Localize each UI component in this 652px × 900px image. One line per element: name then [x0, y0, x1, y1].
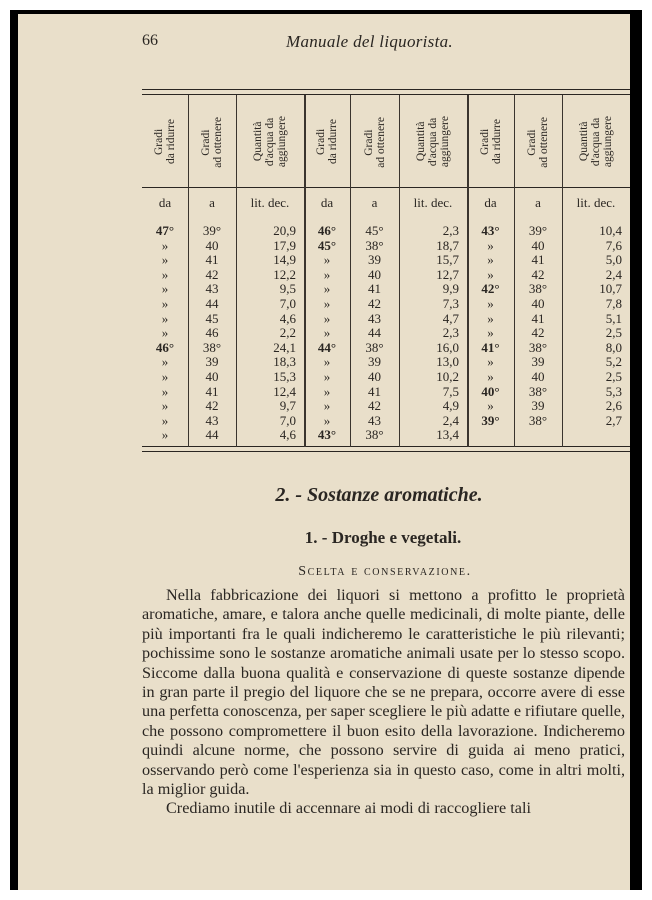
- table-cell: 17,9: [273, 237, 296, 253]
- table-cell: »: [323, 296, 331, 311]
- table-cell: »: [487, 398, 494, 414]
- column-header: [350, 96, 399, 188]
- paragraph: Crediamo inutile di accennare ai modi di raccogliere tali: [166, 799, 531, 818]
- table-cell: »: [161, 296, 169, 311]
- subsection-title: 1. - Droghe e vegetali.: [304, 528, 462, 547]
- table-cell: »: [323, 383, 331, 399]
- table-cell: »: [323, 412, 331, 428]
- table-cell: »: [161, 427, 169, 443]
- table-cell: »: [161, 354, 169, 370]
- table-cell: 12,7: [436, 266, 459, 282]
- table-cell: »: [161, 266, 169, 282]
- table-cell: 4,7: [442, 310, 459, 326]
- table-cell: 20,9: [273, 223, 296, 238]
- table-cell: 41: [368, 281, 381, 297]
- table-cell: 46°: [155, 339, 175, 355]
- table-cell: »: [161, 325, 169, 341]
- table-cell: 9,7: [279, 398, 296, 414]
- table-cell: 10,4: [599, 223, 622, 238]
- table-cell: »: [487, 252, 494, 268]
- book-page: [18, 14, 630, 890]
- unit-label: lit. dec.: [250, 195, 290, 210]
- table-cell: 43°: [317, 427, 337, 443]
- table-cell: 2,3: [442, 325, 459, 341]
- table-cell: 9,9: [442, 281, 459, 297]
- section-title: 2. - Sostanze aromatiche.: [275, 484, 483, 506]
- subheading: Scelta e conservazione.: [298, 564, 472, 579]
- unit-label: da: [484, 195, 497, 210]
- table-cell: 13,0: [436, 354, 459, 370]
- table-cell: 7,3: [442, 296, 459, 311]
- table-cell: 2,5: [605, 369, 622, 384]
- table-cell: 41: [531, 310, 545, 326]
- table-cell: 7,5: [442, 383, 459, 399]
- table-cell: 45°: [317, 237, 337, 253]
- column-header: [399, 96, 467, 188]
- table-cell: 44: [205, 296, 219, 311]
- column-header-label: Quantità d'acqua da aggiungere: [578, 116, 614, 168]
- unit-label: lit. dec.: [576, 195, 616, 210]
- table-cell: 2,2: [279, 325, 296, 341]
- column-header-label: Quantità d'acqua da aggiungere: [252, 116, 288, 168]
- table-bottom-rule-inner: [142, 451, 630, 452]
- table-cell: 39: [531, 354, 545, 370]
- table-cell: 38°: [528, 412, 548, 428]
- table-cell: »: [487, 354, 494, 370]
- table-cell: 2,7: [605, 412, 622, 428]
- table-cell: 2,4: [605, 266, 622, 282]
- table-cell: 42: [205, 398, 219, 414]
- page-number: 66: [142, 32, 158, 49]
- table-cell: 41: [531, 252, 545, 268]
- table-cell: 18,3: [273, 354, 296, 370]
- running-title: Manuale del liquorista.: [286, 32, 453, 51]
- unit-label: lit. dec.: [413, 195, 453, 210]
- column-header: [562, 96, 630, 188]
- dilution-table: [142, 74, 630, 464]
- table-cell: 44: [368, 325, 381, 341]
- column-header: [304, 96, 350, 188]
- table-cell: 39°: [481, 412, 500, 428]
- table-cell: »: [487, 325, 494, 341]
- table-cell: 24,1: [273, 339, 296, 355]
- column-header: [236, 96, 304, 188]
- table-cell: 38°: [528, 281, 548, 297]
- table-cell: 7,0: [279, 296, 296, 311]
- table-cell: 10,7: [599, 281, 622, 297]
- table-cell: 44: [205, 427, 219, 443]
- table-cell: »: [487, 266, 494, 282]
- body-text: [142, 586, 625, 819]
- column-header-label: Quantità d'acqua da aggiungere: [415, 116, 451, 168]
- table-cell: 42: [368, 398, 381, 414]
- table-cell: 39°: [528, 223, 548, 238]
- table-cell: 39°: [202, 223, 222, 238]
- table-cell: »: [161, 281, 169, 297]
- table-cell: 40: [368, 266, 381, 282]
- table-cell: 42°: [481, 281, 500, 297]
- table-cell: »: [323, 310, 331, 326]
- column-header-label: Gradi ad ottenere: [200, 116, 224, 168]
- table-cell: 39: [368, 252, 381, 268]
- table-cell: »: [161, 369, 169, 384]
- table-cell: 38°: [528, 383, 548, 399]
- table-cell: 38°: [365, 237, 384, 253]
- table-cell: 46°: [317, 223, 337, 238]
- unit-label: a: [371, 195, 378, 210]
- paragraph: Nella fabbricazione dei liquori si mettono a profitto le proprietà aromatiche, amare, e talora anche quelle medicinali, di molte piante, delle più importanti fra le quali indicheremo le caratteristiche le più rilevanti; pochissime sono le sostanze aromatiche animali usate per lo stesso scopo. Siccome dalla buona qualità e conservazione di queste sostanze dipende in gran parte il pregio del liquore che se ne prepara, occorre avere di esse una perfetta conoscenza, per saper scegliere le più adatte e rifiutare quelle, che possono compromettere il buon esito della lavorazione. Indicheremo quindi alcune norme, che possono servire di guida ai meno pratici, osservando però come l'esperienza sia in questo caso, come in altri molti, la miglior guida.: [142, 586, 625, 799]
- page-header: [18, 32, 630, 54]
- table-cell: »: [323, 369, 331, 384]
- table-cell: 41: [205, 252, 219, 268]
- table-cell: 16,0: [436, 339, 459, 355]
- table-cell: 4,6: [279, 427, 296, 443]
- table-cell: 13,4: [436, 427, 459, 443]
- table-cell: 43°: [481, 223, 500, 238]
- table-cell: 43: [205, 412, 219, 428]
- table-cell: 5,1: [605, 310, 622, 326]
- table-cell: 42: [368, 296, 381, 311]
- table-cell: »: [161, 383, 169, 399]
- table-cell: 40: [368, 369, 381, 384]
- table-cell: 38°: [202, 339, 222, 355]
- table-cell: 38°: [365, 339, 384, 355]
- table-cell: »: [323, 325, 331, 341]
- table-cell: 14,9: [273, 252, 296, 268]
- table-cell: 15,3: [273, 369, 296, 384]
- unit-label: da: [320, 195, 334, 210]
- table-cell: 39: [205, 354, 219, 370]
- table-cell: »: [323, 281, 331, 297]
- column-header: [514, 96, 562, 188]
- column-header: [142, 96, 188, 188]
- table-cell: 44°: [317, 339, 337, 355]
- table-cell: 38°: [365, 427, 384, 443]
- table-cell: 12,4: [273, 383, 296, 399]
- table-cell: »: [161, 237, 169, 253]
- table-cell: 18,7: [436, 237, 459, 253]
- table-cell: »: [323, 252, 331, 268]
- table-cell: 2,6: [605, 398, 622, 414]
- table-cell: »: [161, 412, 169, 428]
- column-header: [188, 96, 236, 188]
- table-cell: »: [487, 310, 494, 326]
- table-cell: 41: [368, 383, 381, 399]
- table-cell: 7,8: [605, 296, 622, 311]
- table-cell: »: [323, 354, 331, 370]
- table-cell: »: [161, 398, 169, 414]
- table-cell: 46: [205, 325, 219, 341]
- table-cell: 2,5: [605, 325, 622, 341]
- table-cell: 2,4: [442, 412, 459, 428]
- table-cell: 40: [531, 296, 545, 311]
- table-cell: 40: [205, 369, 219, 384]
- table-cell: 42: [531, 325, 545, 341]
- table-cell: 8,0: [605, 339, 622, 355]
- table-cell: 15,7: [436, 252, 459, 268]
- table-cell: 5,3: [605, 383, 622, 399]
- table-cell: 42: [531, 266, 545, 282]
- table-cell: 10,2: [436, 369, 459, 384]
- table-cell: 5,0: [605, 252, 622, 268]
- table-cell: 2,3: [442, 223, 459, 238]
- table-cell: 4,6: [279, 310, 296, 326]
- table-cell: 43: [368, 412, 381, 428]
- table-top-rule: [142, 89, 630, 90]
- column-header-label: Gradi ad ottenere: [362, 116, 387, 168]
- table-cell: 40: [205, 237, 219, 253]
- column-header-label: Gradi da ridurre: [478, 119, 503, 165]
- table-cell: 43: [205, 281, 219, 297]
- table-cell: 39: [531, 398, 545, 414]
- table-cell: 42: [205, 266, 219, 282]
- table-cell: 47°: [155, 223, 175, 238]
- table-cell: 9,5: [279, 281, 296, 297]
- table-cell: 5,2: [605, 354, 622, 370]
- column-header: [467, 96, 514, 188]
- table-top-rule-inner: [142, 94, 630, 95]
- table-cell: 45°: [365, 223, 384, 238]
- table-cell: »: [323, 266, 331, 282]
- column-header-label: Gradi da ridurre: [153, 119, 177, 165]
- table-cell: 7,6: [605, 237, 622, 253]
- table-cell: 41°: [481, 339, 500, 355]
- table-cell: 12,2: [273, 266, 296, 282]
- table-cell: 39: [368, 354, 381, 370]
- table-bottom-rule: [142, 446, 630, 447]
- table-cell: »: [487, 369, 494, 384]
- table-cell: 43: [368, 310, 381, 326]
- unit-label: a: [535, 195, 541, 210]
- table-cell: »: [161, 252, 169, 268]
- table-cell: 40: [531, 369, 545, 384]
- table-cell: 40: [531, 237, 545, 253]
- table-cell: 45: [205, 310, 219, 326]
- unit-label: a: [209, 195, 215, 210]
- table-cell: 41: [205, 383, 219, 399]
- table-cell: 4,9: [442, 398, 459, 414]
- table-cell: 40°: [481, 383, 500, 399]
- column-header-label: Gradi ad ottenere: [526, 116, 550, 168]
- table-cell: 7,0: [279, 412, 296, 428]
- table-cell: »: [487, 296, 494, 311]
- unit-label: da: [158, 195, 172, 210]
- column-header-label: Gradi da ridurre: [315, 119, 339, 165]
- table-cell: »: [487, 237, 494, 253]
- table-cell: »: [323, 398, 331, 414]
- table-cell: »: [161, 310, 169, 326]
- table-cell: 38°: [528, 339, 548, 355]
